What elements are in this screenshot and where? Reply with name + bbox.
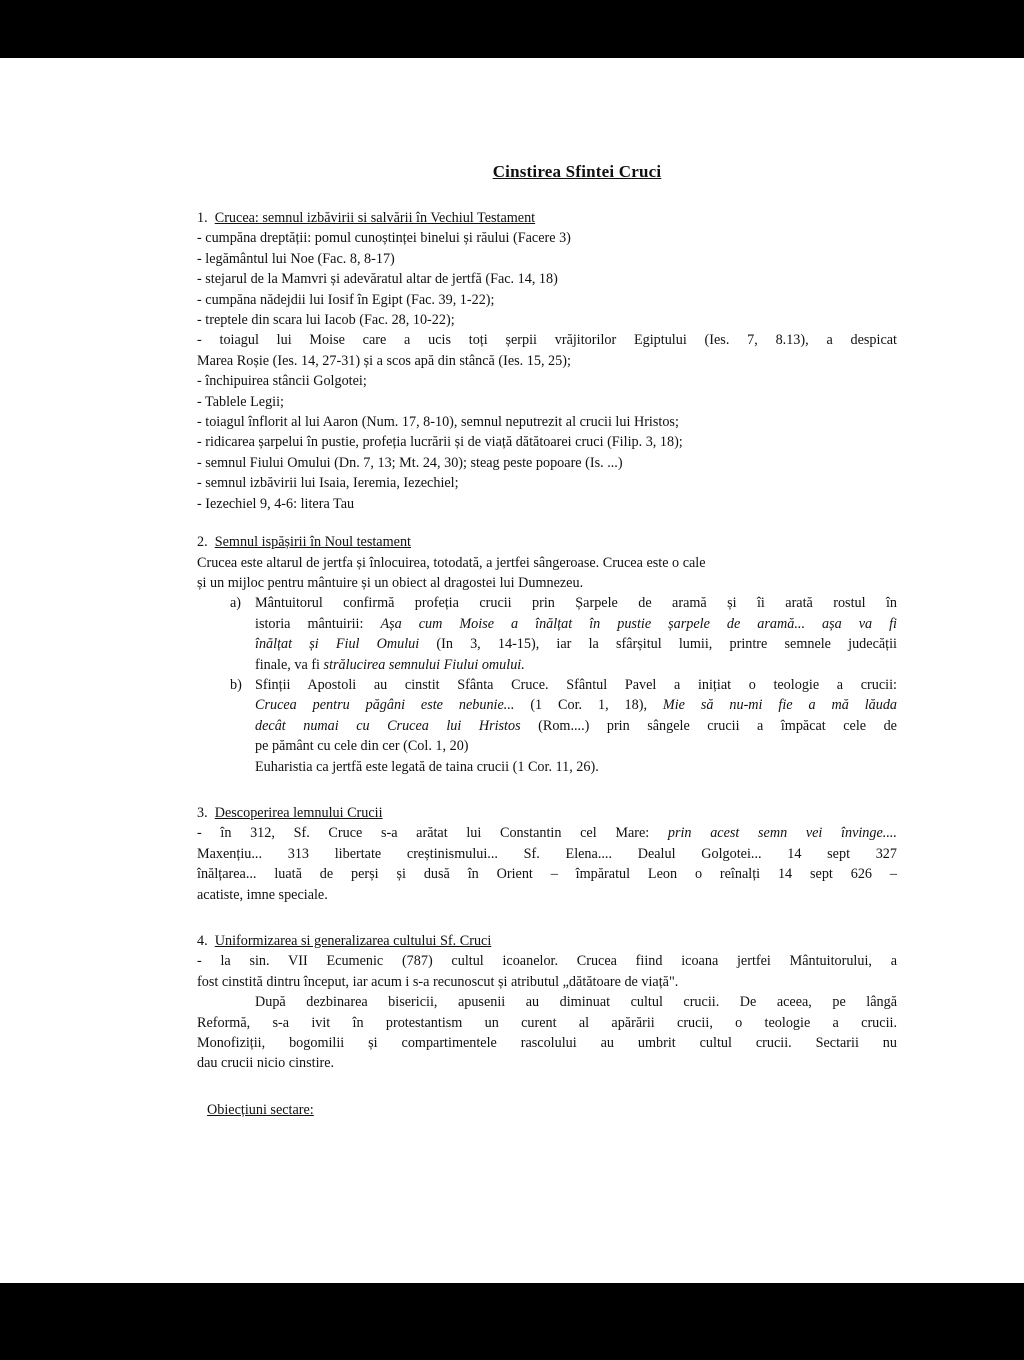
item-line: pe pământ cu cele din cer (Col. 1, 20) (255, 738, 469, 755)
section-1-heading (197, 208, 897, 228)
list-item: - Tablele Legii; (197, 393, 284, 410)
objections-title: Obiecțiuni sectare: (207, 1101, 314, 1118)
text-span: istoria mântuirii: (255, 615, 381, 632)
text-span: (1 Cor. 1, 18), (514, 697, 663, 714)
paragraph-line: înălțarea... luată de perși și dusă în Orient – împăratul Leon o reînalți 14 sept 626 – (197, 866, 897, 883)
list-item: - ridicarea șarpelui în pustie, profeția lucrării și de viață dătătoarei cruci (Filip. 3, 18); (197, 434, 683, 451)
list-item-a (197, 593, 897, 675)
list-item-b (197, 675, 897, 777)
section-number: 3. (197, 804, 208, 821)
italic-quote: prin acest semn vei învinge.... (667, 825, 897, 842)
item-line (255, 695, 897, 715)
item-line: Sfinții Apostoli au cinstit Sfânta Cruce. Sfântul Pavel a inițiat o teologie a crucii: (255, 676, 897, 693)
list-item: - toiagul înflorit al lui Aaron (Num. 17, 8-10), semnul neputrezit al crucii lui Hristos; (197, 414, 679, 431)
italic-quote: Crucea pentru păgâni este nebunie... (255, 697, 515, 714)
paragraph-line: și un mijloc pentru mântuire și un obiect al dragostei lui Dumnezeu. (197, 574, 584, 591)
list-item-continuation: Marea Roșie (Ies. 14, 27-31) și a scos apă din stâncă (Ies. 15, 25); (197, 352, 571, 369)
text-span: (In 3, 14-15), iar la sfârșitul lumii, printre semnele judecății (419, 636, 897, 653)
text-span: - în 312, Sf. Cruce s-a arătat lui Constantin cel Mare: (197, 825, 668, 842)
italic-quote: strălucirea semnului Fiului omului. (323, 656, 525, 673)
italic-quote: Mie să nu-mi fie a mă lăuda (662, 697, 897, 714)
paragraph-line (197, 823, 897, 843)
item-line: Euharistia ca jertfă este legată de taina crucii (1 Cor. 11, 26). (255, 758, 599, 775)
item-line: Mântuitorul confirmă profeția crucii prin Șarpele de aramă și îi arată rostul în (255, 595, 897, 612)
section-title: Semnul ispășirii în Noul testament (214, 534, 411, 551)
paragraph-line: Monofiziții, bogomilii și compartimentele rascolului au umbrit cultul crucii. Sectarii nu (197, 1035, 897, 1052)
objections-heading (197, 1100, 897, 1120)
section-title: Descoperirea lemnului Crucii (214, 804, 383, 821)
item-line (255, 614, 897, 634)
italic-quote: Așa cum Moise a înălțat în pustie șarpele de aramă... așa va fi (380, 615, 897, 632)
list-item: - semnul Fiului Omului (Dn. 7, 13; Mt. 24, 30); steag peste popoare (Is. ...) (197, 454, 623, 471)
text-span: (Rom....) prin sângele crucii a împăcat cele de (520, 717, 897, 734)
list-item: - închipuirea stâncii Golgotei; (197, 373, 367, 390)
paragraph-line: După dezbinarea bisericii, apusenii au diminuat cultul crucii. De aceea, pe lângă (255, 994, 897, 1011)
document-page (0, 58, 1024, 1283)
item-label: a) (230, 595, 242, 612)
list-item: - toiagul lui Moise care a ucis toți șerpii vrăjitorilor Egiptului (Ies. 7, 8.13), a despicat (197, 332, 897, 349)
list-item-text: - Iezechiel 9, 4-6: litera Tau (197, 495, 355, 512)
section-3-heading (197, 803, 897, 823)
document-body (197, 208, 897, 1120)
section-number: 4. (197, 933, 208, 949)
list-item: - stejarul de la Mamvri și adevăratul altar de jertfă (Fac. 14, 18) (197, 271, 558, 288)
section-4-heading (197, 931, 897, 951)
paragraph-line: - la sin. VII Ecumenic (787) cultul icoanelor. Crucea fiind icoana jertfei Mântuitorului, a (197, 953, 897, 970)
list-item: - legământul lui Noe (Fac. 8, 8-17) (197, 250, 395, 267)
list-item: - cumpăna nădejdii lui Iosif în Egipt (Fac. 39, 1-22); (197, 291, 495, 308)
list-item: - cumpăna dreptății: pomul cunoștinței binelui și răului (Facere 3) (197, 230, 571, 247)
paragraph-line: dau crucii nicio cinstire. (197, 1055, 335, 1072)
list-item: - semnul izbăvirii lui Isaia, Ieremia, Iezechiel; (197, 475, 459, 492)
text-span: finale, va fi (255, 656, 324, 673)
section-number: 2. (197, 534, 208, 551)
paragraph-line: Crucea este altarul de jertfa și înlocuirea, totodată, a jertfei sângeroase. Crucea este o cale (197, 554, 706, 571)
italic-quote: înălțat și Fiul Omului (255, 636, 420, 653)
paragraph-line: acatiste, imne speciale. (197, 886, 328, 903)
paragraph-line: Maxențiu... 313 libertate creștinismului... Sf. Elena.... Dealul Golgotei... 14 sept 327 (197, 845, 897, 862)
paragraph-line: fost cinstită dintru început, iar acum i s-a recunoscut și atributul „dătătoare de viață". (197, 973, 679, 990)
item-line (255, 634, 897, 654)
item-line (255, 716, 897, 736)
section-2-heading (197, 532, 897, 552)
section-number: 1. (197, 210, 208, 226)
item-label: b) (230, 676, 242, 693)
list-item (197, 494, 897, 514)
section-title: Crucea: semnul izbăvirii si salvării în Vechiul Testament (214, 210, 536, 226)
list-item: - treptele din scara lui Iacob (Fac. 28, 10-22); (197, 312, 455, 329)
italic-quote: decât numai cu Crucea lui Hristos (255, 717, 521, 734)
section-title: Uniformizarea si generalizarea cultului Sf. Cruci (214, 933, 492, 949)
item-line (255, 655, 897, 675)
paragraph-line: Reformă, s-a ivit în protestantism un curent al apărării crucii, o teologie a crucii. (197, 1014, 897, 1031)
page-title: Cinstirea Sfintei Cruci (492, 162, 662, 181)
